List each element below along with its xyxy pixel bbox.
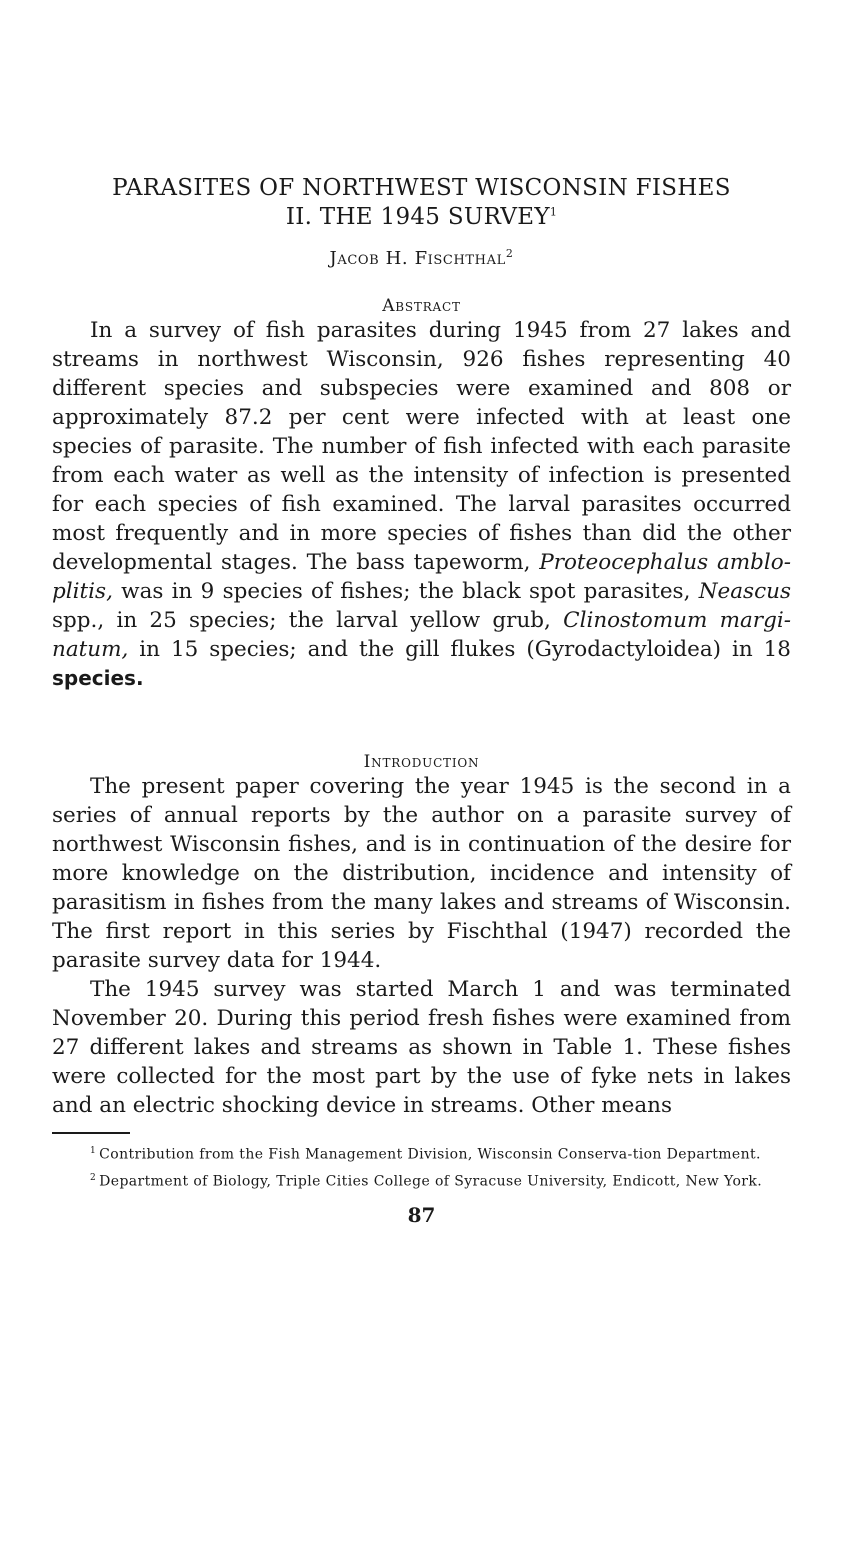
- introduction-paragraph-2: The 1945 survey was started March 1 and was terminated November 20. During this period fresh fishes were examined from 27 different lakes and streams as shown in Table 1. These fishes were collected for the most part by the use of fyke nets in lakes and an electric shocking device in streams. Other means: [52, 977, 791, 1118]
- abstract-paragraph: In a survey of fish parasites during 1945 from 27 lakes and streams in northwest Wisconsin, 926 fishes representing 40 different species and subspecies were examined and 808 or approximately 87.2 per cent were infected with at least one species of parasite. The number of fish infected with each parasite from each water as well as the intensity of infection is presented for each species of fish examined. The larval parasites occurred most frequently and in more species of fishes than did the other developmental stages. The bass tapeworm, Proteocephalus amblo-plitis, was in 9 species of fishes; the black spot parasites, Neascus spp., in 25 species; the larval yellow grub, Clinostomum margi-natum, in 15 species; and the gill flukes (Gyrodactyloidea) in 18 species.: [52, 318, 791, 690]
- title-line-2: II. THE 1945 SURVEY$^1$: [285, 204, 558, 230]
- author-name: Jacob H. Fischthal$^2$: [329, 247, 514, 269]
- page-number: 87: [407, 1203, 436, 1228]
- footnote-marker-2[interactable]: 2: [505, 247, 514, 260]
- species-name-proteocephalus: Proteocephalus amblo-plitis,: [52, 550, 791, 604]
- footnotes: [52, 1142, 791, 1191]
- genus-name-neascus: Neascus: [698, 579, 791, 604]
- species-name-clinostomum: Clinostomum margi-natum,: [52, 608, 791, 662]
- abstract-heading: Abstract: [382, 296, 461, 316]
- footnote-divider: [52, 1132, 130, 1134]
- footnote-2: $^2$ Department of Biology, Triple Cities College of Syracuse University, Endicott, New York.: [90, 1172, 763, 1190]
- title-block: [52, 174, 791, 269]
- footnote-marker-1[interactable]: 1: [549, 205, 558, 219]
- introduction-heading: Introduction: [363, 752, 480, 772]
- introduction-paragraph-1: The present paper covering the year 1945 is the second in a series of annual reports by the author on a parasite survey of northwest Wisconsin fishes, and is in continuation of the desire for more knowledge on the distribution, incidence and intensity of parasitism in fishes from the many lakes and streams of Wisconsin. The first report in this series by Fischthal (1947) recorded the parasite survey data for 1944.: [52, 774, 791, 973]
- title-line-1: PARASITES OF NORTHWEST WISCONSIN FISHES: [112, 175, 731, 201]
- footnote-1: $^1$ Contribution from the Fish Management Division, Wisconsin Conserva-tion Department.: [90, 1146, 761, 1163]
- document-page: [0, 174, 859, 1554]
